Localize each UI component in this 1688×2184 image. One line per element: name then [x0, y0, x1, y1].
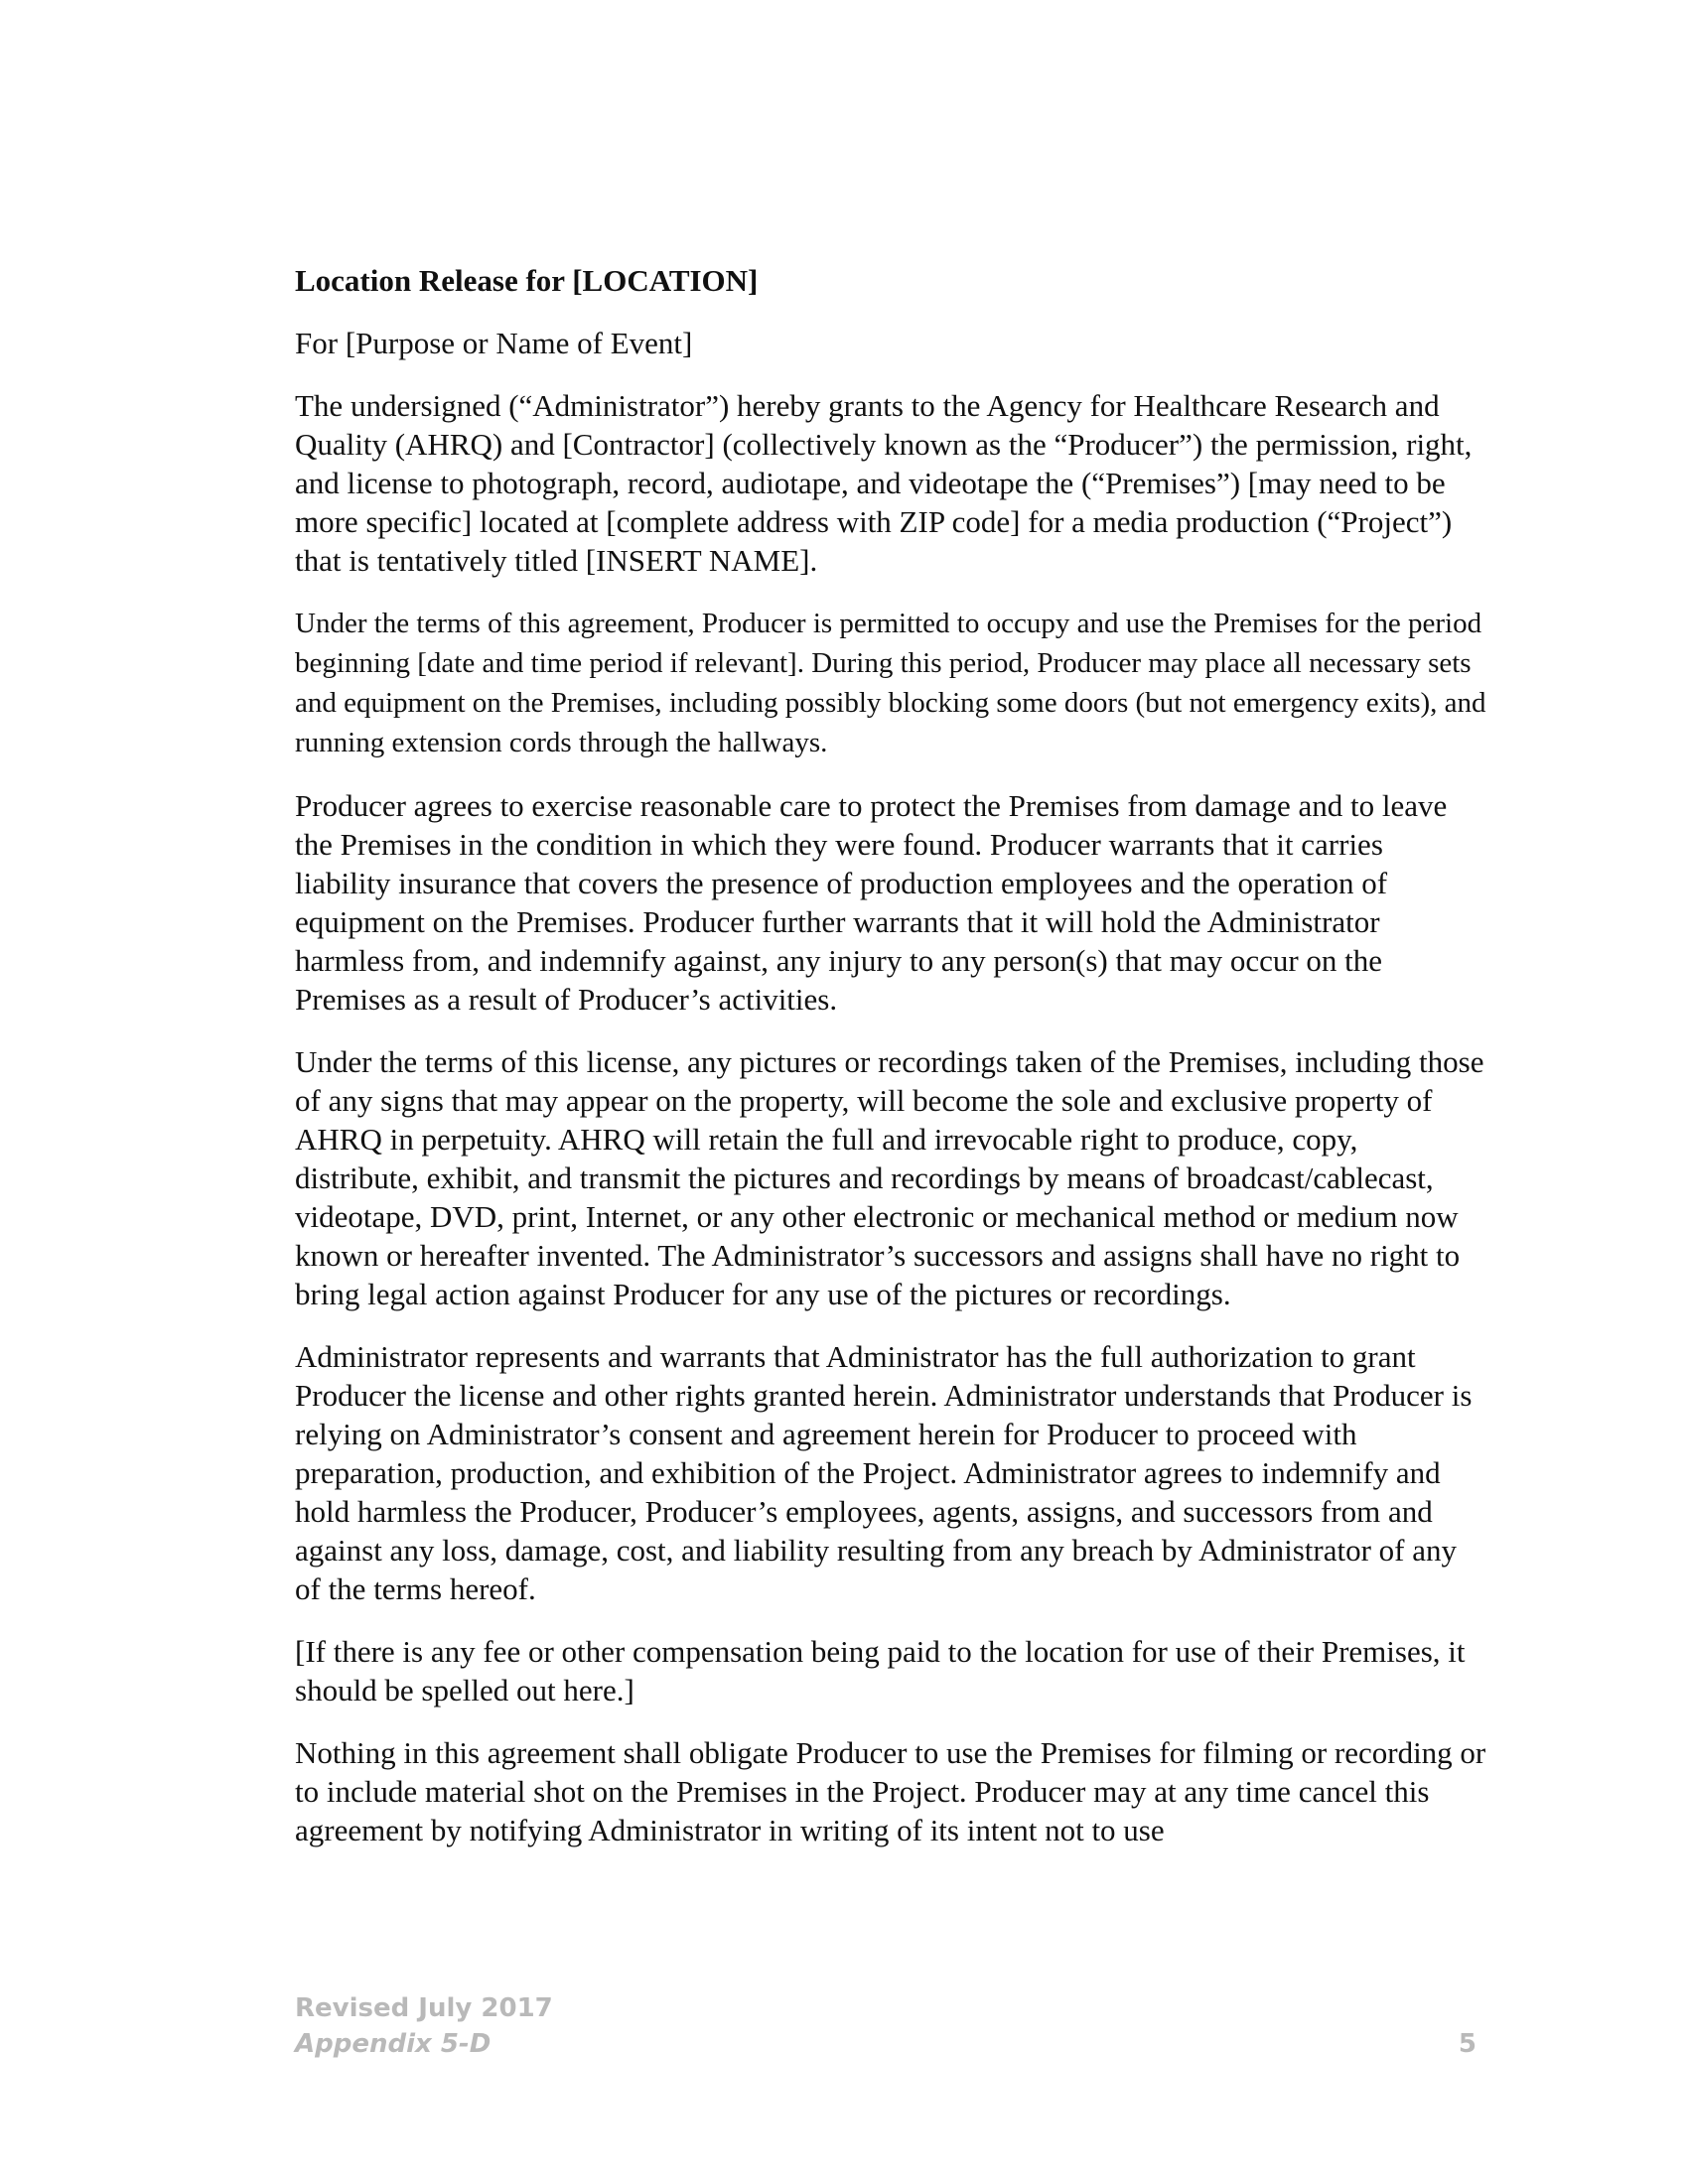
paragraph-terms-occupancy: Under the terms of this agreement, Producer is permitted to occupy and use the Premises for the period beginning [date and time period if relevant]. During this period, Producer may place all necessary sets and equipment on the Premises, including possibly blocking some doors (but not emergency exits), and running extension cords through the hallways. — [295, 608, 1486, 758]
paragraph-grant: The undersigned (“Administrator”) hereby grants to the Agency for Healthcare Research and Quality (AHRQ) and [Contractor] (collectively known as the “Producer”) the permission, right, and license to photograph, record, audiotape, and videotape the (“Premises”) [may need to be more specific] located at [complete address with ZIP code] for a media production (“Project”) that is tentatively titled [INSERT NAME]. — [295, 388, 1473, 578]
footer-appendix: Appendix 5-D — [295, 2029, 492, 2059]
paragraph-purpose: For [Purpose or Name of Event] — [295, 326, 693, 360]
footer-row — [295, 2026, 1477, 2062]
paragraph-care-liability: Producer agrees to exercise reasonable care to protect the Premises from damage and to leave the Premises in the condition in which they were found. Producer warrants that it carries liability insurance that covers the presence of production employees and the operation of equipment on the Premises. Producer further warrants that it will hold the Administrator harmless from, and indemnify against, any injury to any person(s) that may occur on the Premises as a result of Producer’s activities. — [295, 788, 1448, 1017]
page-number: 5 — [1458, 2029, 1477, 2059]
paragraph-license-ownership: Under the terms of this license, any pictures or recordings taken of the Premises, including those of any signs that may appear on the property, will become the sole and exclusive property of AHRQ in perpetuity. AHRQ will retain the full and irrevocable right to produce, copy, distribute, exhibit, and transmit the pictures and recordings by means of broadcast/cablecast, videotape, DVD, print, Internet, or any other electronic or mechanical method or medium now known or hereafter invented. The Administrator’s successors and assigns shall have no right to bring legal action against Producer for any use of the pictures or recordings. — [295, 1044, 1484, 1311]
paragraph-compensation: [If there is any fee or other compensation being paid to the location for use of their Premises, it should be spelled out here.] — [295, 1634, 1466, 1707]
page-footer — [295, 1990, 1477, 2062]
paragraph-cancellation: Nothing in this agreement shall obligate Producer to use the Premises for filming or recording or to include material shot on the Premises in the Project. Producer may at any time cancel this agreement by notifying Administrator in writing of its intent not to use — [295, 1735, 1486, 1847]
footer-revised: Revised July 2017 — [295, 1993, 553, 2023]
document-title: Location Release for [LOCATION] — [295, 263, 759, 298]
paragraph-authorization: Administrator represents and warrants that Administrator has the full authorization to grant Producer the license and other rights granted herein. Administrator understands that Producer is relying on Administrator’s consent and agreement herein for Producer to proceed with preparation, production, and exhibition of the Project. Administrator agrees to indemnify and hold harmless the Producer, Producer’s employees, agents, assigns, and successors from and against any loss, damage, cost, and liability resulting from any breach by Administrator of any of the terms hereof. — [295, 1339, 1473, 1606]
document-body — [295, 260, 1486, 1849]
